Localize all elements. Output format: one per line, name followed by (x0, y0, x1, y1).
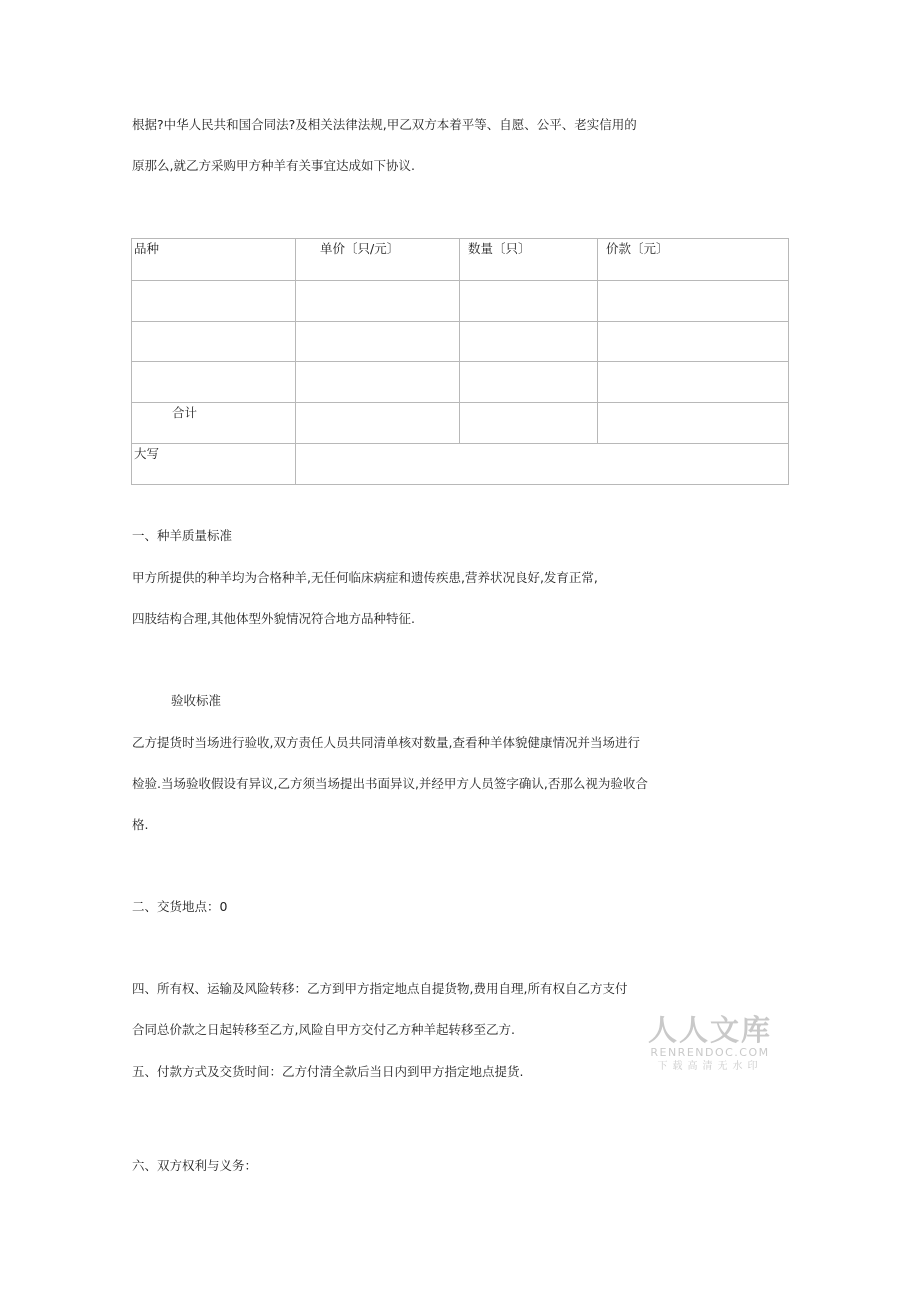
table-cell (132, 362, 296, 403)
table-cell (296, 281, 460, 322)
total-label-cell: 合计 (132, 403, 296, 444)
daxie-value-cell (296, 444, 789, 485)
table-cell (598, 281, 789, 322)
table-total-row (132, 403, 789, 444)
acceptance-line-3: 格. (132, 817, 149, 832)
table-daxie-row (132, 444, 789, 485)
section-6-title: 六、双方权利与义务： (132, 1158, 258, 1173)
table-row (132, 362, 789, 403)
acceptance-line-2: 检验.当场验收假设有异议,乙方须当场提出书面异议,并经甲方人员签字确认,否那么视为验收合 (132, 776, 648, 791)
watermark-url: RENRENDOC.COM (650, 1046, 770, 1059)
table-cell (132, 281, 296, 322)
table-cell (598, 362, 789, 403)
table-cell (296, 403, 460, 444)
intro-line-1: 根据?中华人民共和国合同法?及相关法律法规,甲乙双方本着平等、自愿、公平、老实信用的 (132, 117, 637, 132)
section-2-title: 二、交货地点：0 (132, 899, 228, 914)
header-cell-amount: 价款〔元〕 (598, 239, 789, 281)
section-1-title: 一、种羊质量标准 (132, 528, 233, 543)
table-header-row (132, 239, 789, 281)
acceptance-title: 验收标准 (171, 693, 222, 708)
acceptance-line-1: 乙方提货时当场进行验收,双方责任人员共同清单核对数量,查看种羊体貌健康情况并当场进行 (132, 735, 640, 750)
table-cell (460, 322, 598, 362)
section-4-line-2: 合同总价款之日起转移至乙方,风险自甲方交付乙方种羊起转移至乙方. (132, 1022, 515, 1037)
section-1-line-2: 四肢结构合理,其他体型外貌情况符合地方品种特征. (132, 611, 415, 626)
table-cell (598, 322, 789, 362)
watermark-subtitle: 下载高清无水印 (657, 1061, 763, 1072)
table-row (132, 281, 789, 322)
header-cell-unit-price: 单价〔只/元〕 (296, 239, 460, 281)
daxie-label-cell: 大写 (132, 444, 296, 485)
section-1-line-1: 甲方所提供的种羊均为合格种羊,无任何临床病症和遗传疾患,营养状况良好,发育正常, (132, 570, 598, 585)
intro-line-2: 原那么,就乙方采购甲方种羊有关事宜达成如下协议. (132, 158, 415, 173)
table-cell (296, 362, 460, 403)
table-cell (598, 403, 789, 444)
table-cell (460, 362, 598, 403)
table-row (132, 322, 789, 362)
price-table (131, 238, 789, 485)
watermark-logo: 人人文库 (647, 1013, 772, 1047)
table-cell (132, 322, 296, 362)
section-5-line-1: 五、付款方式及交货时间：乙方付清全款后当日内到甲方指定地点提货. (132, 1064, 524, 1079)
header-cell-variety: 品种 (132, 239, 296, 281)
watermark (645, 1014, 775, 1074)
section-4-line-1: 四、所有权、运输及风险转移：乙方到甲方指定地点自提货物,费用自理,所有权自乙方支付 (132, 981, 628, 996)
table-cell (296, 322, 460, 362)
table-cell (460, 281, 598, 322)
table-cell (460, 403, 598, 444)
header-cell-quantity: 数量〔只〕 (460, 239, 598, 281)
